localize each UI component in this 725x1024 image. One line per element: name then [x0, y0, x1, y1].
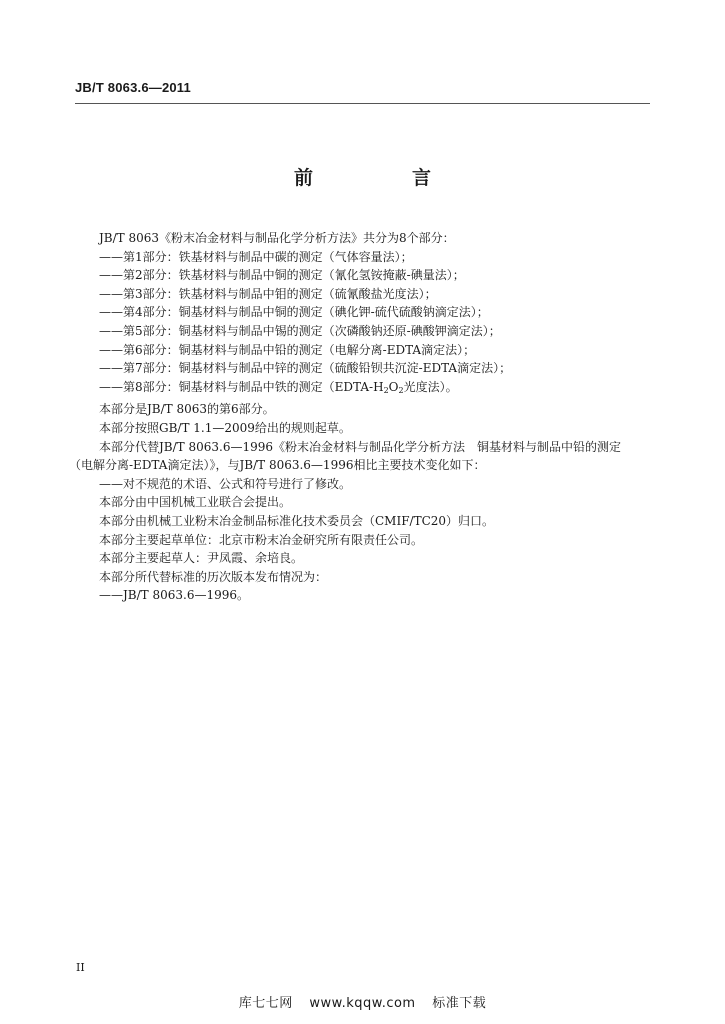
- page-title: 前 言: [293, 167, 471, 189]
- paragraph-drafters: 本部分主要起草人：尹凤霞、余培良。: [99, 551, 304, 566]
- list-item-part5: ——第5部分：铜基材料与制品中锡的测定（次磷酸钠还原-碘酸钾滴定法）；: [99, 323, 501, 338]
- paragraph-proposed-by: 本部分由中国机械工业联合会提出。: [99, 495, 292, 510]
- part8-text-o: O: [388, 379, 399, 394]
- part8-text-a: ——第8部分：铜基材料与制品中铁的测定（EDTA-H: [99, 379, 384, 394]
- subscript-h: 2: [383, 385, 389, 395]
- paragraph-part-of: 本部分是JB/T 8063的第6部分。: [99, 402, 275, 417]
- list-item-part2: ——第2部分：铁基材料与制品中铜的测定（氰化氢铵掩蔽-碘量法）；: [99, 268, 465, 283]
- footer-tagline: 标准下载: [432, 996, 487, 1011]
- list-item-part4: ——第4部分：铜基材料与制品中铜的测定（碘化钾-硫代硫酸钠滴定法）；: [99, 305, 489, 320]
- page-number: II: [76, 961, 85, 974]
- part8-text-b: 光度法）。: [403, 379, 458, 394]
- list-item-history: ——JB/T 8063.6—1996。: [99, 588, 250, 603]
- list-item-part8: [75, 378, 655, 401]
- subscript-o: 2: [398, 385, 404, 395]
- list-item-part3: ——第3部分：铁基材料与制品中钼的测定（硫氰酸盐光度法）；: [99, 286, 437, 301]
- paragraph-replaces-a: 本部分代替JB/T 8063.6—1996《粉末冶金材料与制品化学分析方法 铜基材料与制品中铅的测定: [99, 439, 622, 454]
- list-item-part7: ——第7部分：铜基材料与制品中锌的测定（硫酸铅钡共沉淀-EDTA滴定法）；: [99, 361, 512, 376]
- footer: [0, 992, 725, 1011]
- foreword-body: [69, 229, 655, 605]
- paragraph-intro: JB/T 8063《粉末冶金材料与制品化学分析方法》共分为8个部分：: [99, 231, 455, 245]
- paragraph-replaces-b: （电解分离-EDTA滴定法）》，与JB/T 8063.6—1996相比主要技术变化如下：: [69, 458, 486, 473]
- list-item-part6: ——第6部分：铜基材料与制品中铅的测定（电解分离-EDTA滴定法）；: [99, 342, 476, 357]
- list-item-part1: ——第1部分：铁基材料与制品中碳的测定（气体容量法）；: [99, 249, 413, 264]
- paragraph-drafting-rules: 本部分按照GB/T 1.1—2009给出的规则起草。: [99, 420, 351, 435]
- header-rule: [75, 103, 650, 104]
- paragraph-drafting-unit: 本部分主要起草单位：北京市粉末冶金研究所有限责任公司。: [99, 532, 424, 547]
- paragraph-committee: 本部分由机械工业粉末冶金制品标准化技术委员会（CMIF/TC20）归口。: [99, 513, 495, 528]
- list-item-change: ——对不规范的术语、公式和符号进行了修改。: [99, 476, 352, 491]
- paragraph-history: 本部分所代替标准的历次版本发布情况为：: [99, 569, 328, 584]
- footer-site-name: 库七七网: [238, 996, 293, 1011]
- standard-code: JB/T 8063.6—2011: [75, 80, 191, 95]
- footer-url[interactable]: www.kqqw.com: [309, 996, 416, 1011]
